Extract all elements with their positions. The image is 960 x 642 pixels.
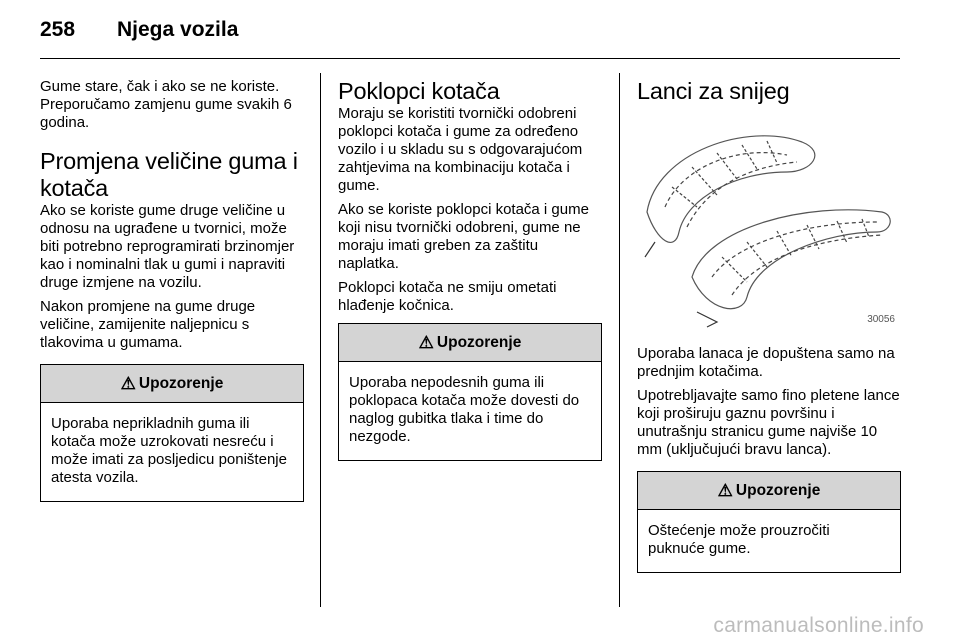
wheel-covers-paragraph-2: Ako se koriste poklopci kotača i gume koji nisu tvornički odobreni, gume ne moraju imati greben za zaštitu naplatka.: [338, 201, 589, 272]
warning-title: Upozorenje: [138, 374, 224, 392]
wheel-covers-paragraph-3: Poklopci kotača ne smiju ometati hlađenje kočnica.: [338, 279, 557, 314]
snow-chain-illustration: [637, 117, 899, 331]
column-left: [40, 78, 304, 502]
warning-triangle-icon: ⚠: [120, 373, 136, 393]
column-divider-2: [619, 73, 620, 607]
column-divider-1: [320, 73, 321, 607]
page-number: 258: [40, 18, 76, 41]
snow-chains-paragraph-2: Upotrebljavajte samo fino pletene lance koji proširuju gaznu površinu i unutrašnju stranicu gume najviše 10 mm (uključujući bravu lanca).: [637, 387, 900, 458]
warning-box-wheel-covers: [338, 323, 602, 461]
column-right: [637, 78, 901, 573]
wheel-covers-paragraph-1: Moraju se koristiti tvornički odobreni poklopci kotača i gume za određeno vozilo i u skladu su s odgovarajućom zahtjevima na kombinaciju kotača i gume.: [338, 105, 583, 194]
watermark: carmanualsonline.info: [713, 614, 924, 637]
column-middle: [338, 78, 602, 461]
warning-title: Upozorenje: [436, 333, 522, 351]
snow-chain-drawing: [637, 117, 899, 331]
warning-header: [638, 472, 900, 510]
warning-text: Oštećenje može prouzročiti puknuće gume.: [648, 522, 830, 557]
page-header: [40, 18, 238, 42]
snow-chains-paragraph-1: Uporaba lanaca je dopuštena samo na prednjim kotačima.: [637, 345, 895, 380]
warning-triangle-icon: ⚠: [717, 480, 733, 500]
intro-paragraph: Gume stare, čak i ako se ne koriste. Preporučamo zamjenu gume svakih 6 godina.: [40, 78, 292, 131]
warning-header: [339, 324, 601, 362]
header-rule: [40, 58, 900, 59]
warning-header: [41, 365, 303, 403]
figure-number: 30056: [867, 314, 895, 325]
section-heading-wheel-covers: Poklopci kotača: [338, 78, 500, 104]
warning-box-snow-chains: [637, 471, 901, 573]
section-heading-tire-size: Promjena veličine guma i kotača: [40, 148, 298, 201]
tire-size-paragraph-2: Nakon promjene na gume druge veličine, zamijenite naljepnicu s tlakovima u gumama.: [40, 298, 256, 351]
warning-box-tire-size: [40, 364, 304, 502]
warning-title: Upozorenje: [735, 481, 821, 499]
warning-text: Uporaba neprikladnih guma ili kotača može uzrokovati nesreću i može imati za posljedicu poništenje atesta vozila.: [51, 415, 287, 486]
section-heading-snow-chains: Lanci za snijeg: [637, 78, 790, 104]
warning-triangle-icon: ⚠: [418, 332, 434, 352]
warning-text: Uporaba nepodesnih guma ili poklopaca kotača može dovesti do naglog gubitka tlaka i time do nezgode.: [349, 374, 580, 445]
page-title: Njega vozila: [117, 18, 239, 41]
tire-size-paragraph-1: Ako se koriste gume druge veličine u odnosu na ugrađene u tvornici, može biti potrebno reprogramirati brzinomjer kao i nominalni tlak u gumi i napraviti druge izmjene na vozilu.: [40, 202, 295, 291]
